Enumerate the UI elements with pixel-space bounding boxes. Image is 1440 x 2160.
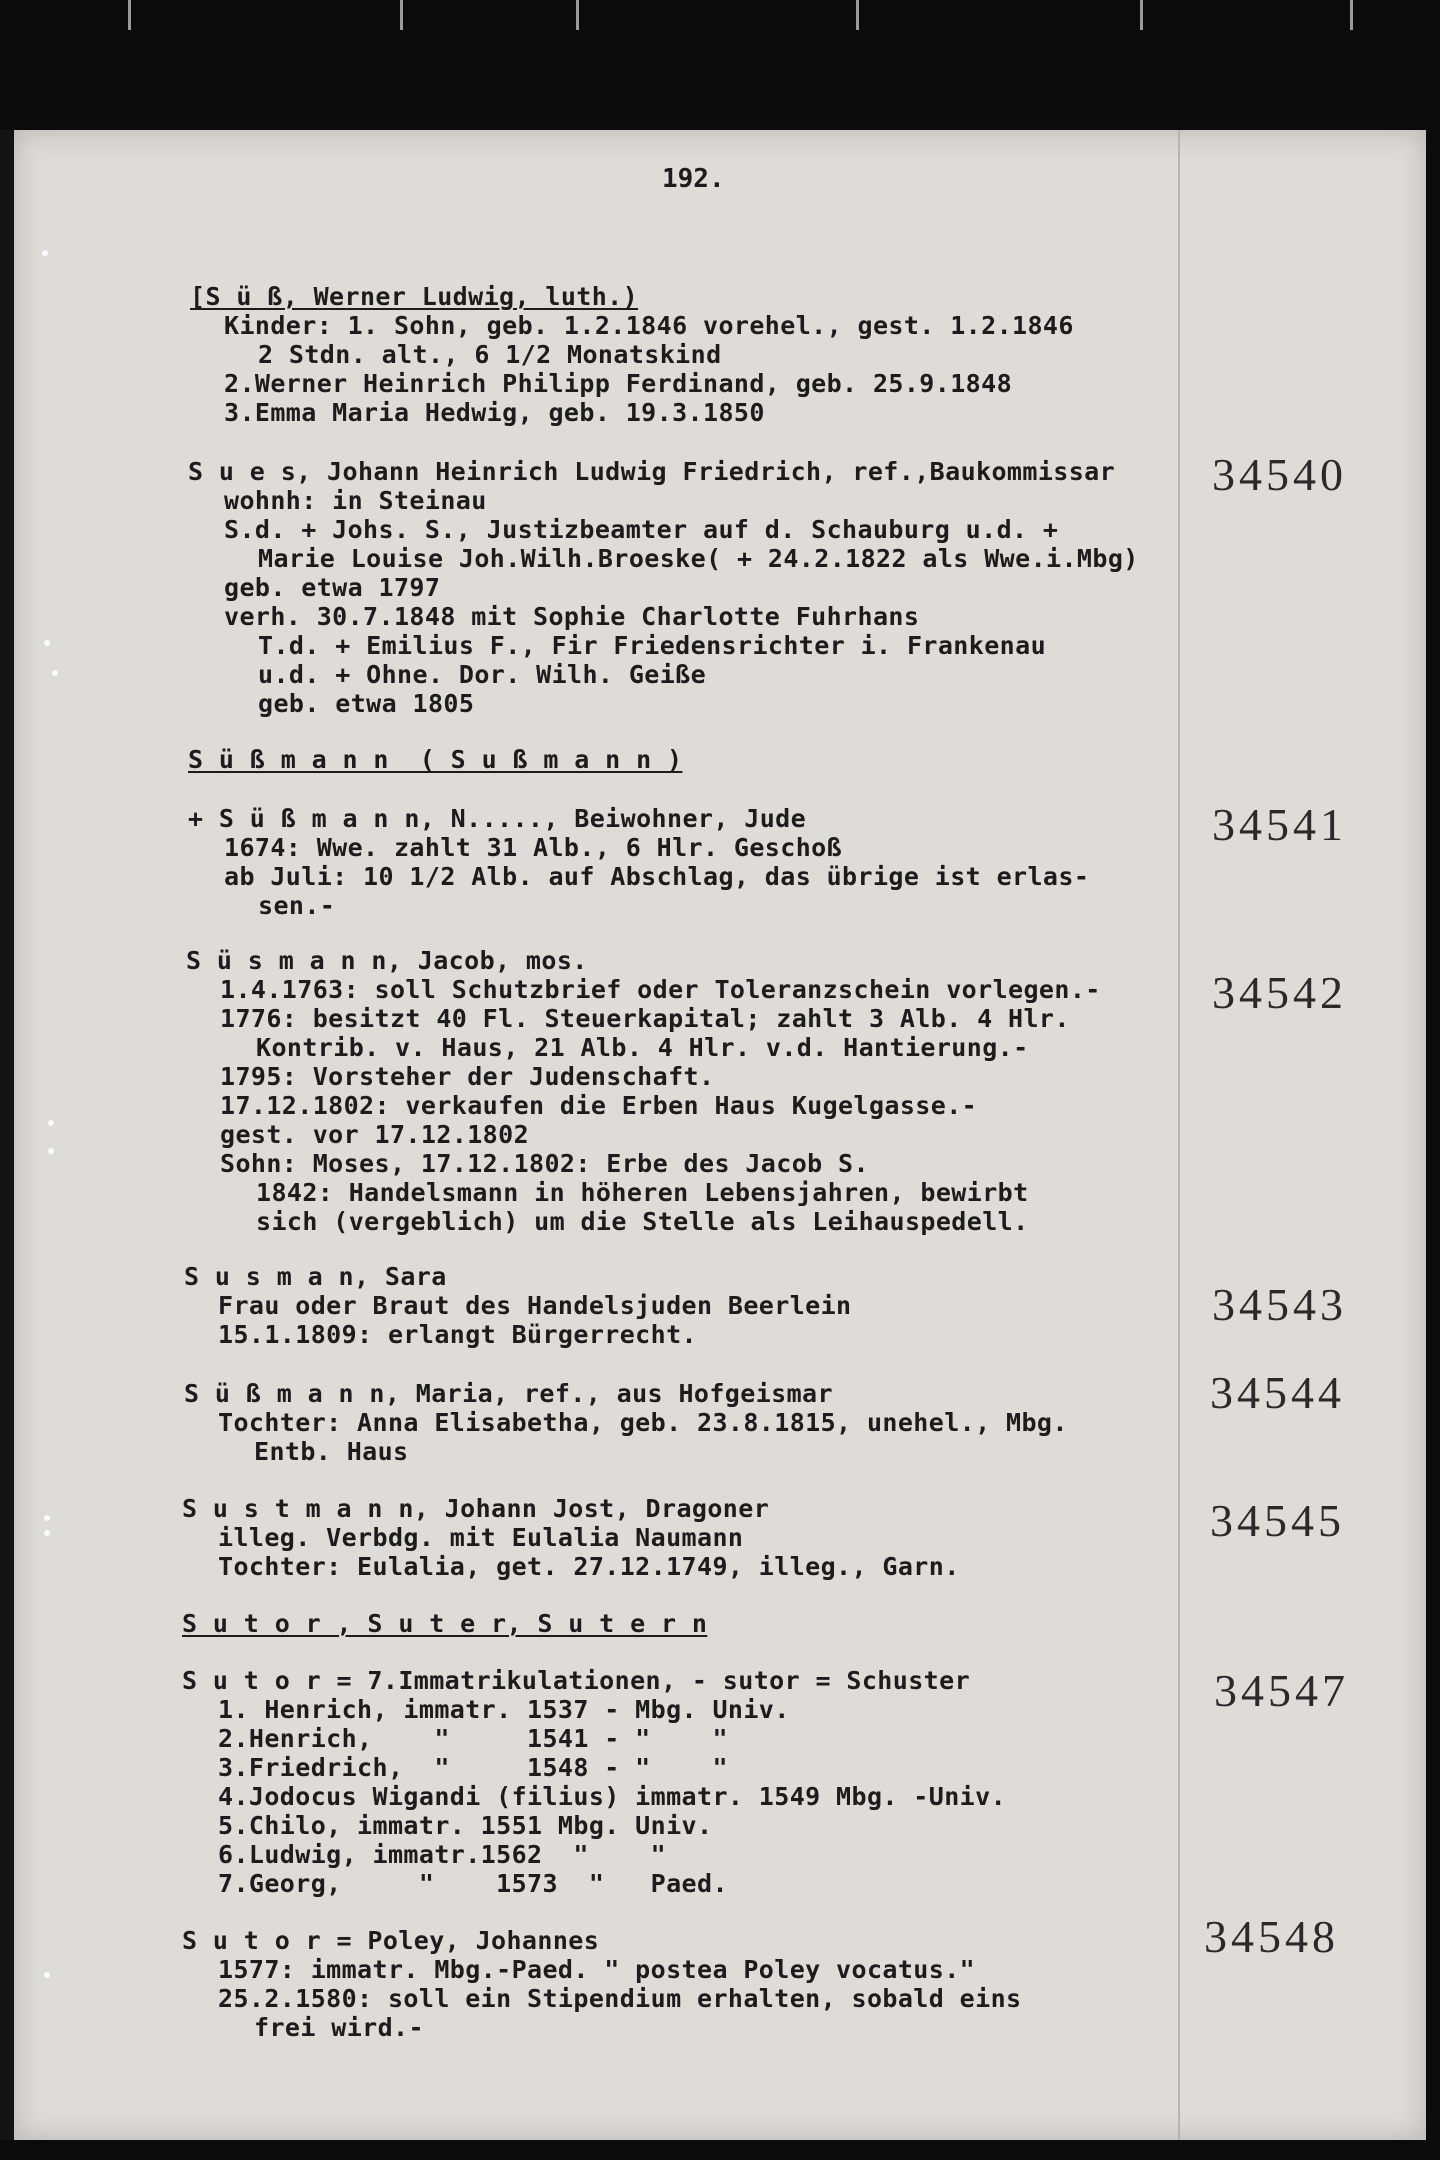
entry-heading: S u t o r = Poley, Johannes (182, 1926, 600, 1955)
entry-number: 34547 (1214, 1665, 1349, 1716)
film-tick (128, 0, 131, 30)
left-film-edge (0, 130, 14, 2140)
entry-number: 34544 (1210, 1367, 1345, 1418)
entry-line: 25.2.1580: soll ein Stipendium erhalten, sobald eins (218, 1984, 1022, 2013)
entry-line: 1776: besitzt 40 Fl. Steuerkapital; zahlt 3 Alb. 4 Hlr. (220, 1004, 1070, 1033)
entry-number: 34542 (1212, 967, 1347, 1018)
entry-number: 34543 (1212, 1279, 1347, 1330)
punch-mark (48, 1120, 54, 1126)
entry-line: 1577: immatr. Mbg.-Paed. " postea Poley vocatus." (218, 1955, 976, 1984)
entry-line: verh. 30.7.1848 mit Sophie Charlotte Fuhrhans (224, 602, 920, 631)
entry-line: geb. etwa 1797 (224, 573, 441, 602)
page-number: 192. (662, 164, 725, 194)
film-strip-top (0, 0, 1440, 40)
punch-mark (44, 1515, 50, 1521)
entry-line: Frau oder Braut des Handelsjuden Beerlein (218, 1291, 852, 1320)
entry-line: 3.Emma Maria Hedwig, geb. 19.3.1850 (224, 398, 765, 427)
entry-line: Kontrib. v. Haus, 21 Alb. 4 Hlr. v.d. Hantierung.- (256, 1033, 1029, 1062)
punch-mark (42, 250, 48, 256)
entry-line: 1795: Vorsteher der Judenschaft. (220, 1062, 715, 1091)
entry-line: 2 Stdn. alt., 6 1/2 Monatskind (258, 340, 722, 369)
entry-line: Marie Louise Joh.Wilh.Broeske( + 24.2.1822 als Wwe.i.Mbg) (258, 544, 1139, 573)
entry-line: Kinder: 1. Sohn, geb. 1.2.1846 vorehel., gest. 1.2.1846 (224, 311, 1074, 340)
entry-heading: S ü s m a n n, Jacob, mos. (186, 946, 588, 975)
entry-line: 1842: Handelsmann in höheren Lebensjahren, bewirbt (256, 1178, 1029, 1207)
entry-number: 34541 (1212, 799, 1347, 850)
film-tick (400, 0, 403, 30)
entry-heading: [S ü ß, Werner Ludwig, luth.) (190, 282, 639, 311)
entry-line: Tochter: Eulalia, get. 27.12.1749, illeg., Garn. (218, 1552, 960, 1581)
entry-line: Sohn: Moses, 17.12.1802: Erbe des Jacob S. (220, 1149, 869, 1178)
entry-number: 34545 (1210, 1495, 1345, 1546)
entry-line: 4.Jodocus Wigandi (filius) immatr. 1549 Mbg. -Univ. (218, 1782, 1007, 1811)
entry-line: 6.Ludwig, immatr.1562 " " (218, 1840, 667, 1869)
entry-line: 1.4.1763: soll Schutzbrief oder Toleranzschein vorlegen.- (220, 975, 1101, 1004)
film-tick (1140, 0, 1143, 30)
entry-heading: S u t o r = 7.Immatrikulationen, - sutor = Schuster (182, 1666, 971, 1695)
entry-line: 7.Georg, " 1573 " Paed. (218, 1869, 728, 1898)
punch-mark (44, 1530, 50, 1536)
entry-line: 2.Werner Heinrich Philipp Ferdinand, geb. 25.9.1848 (224, 369, 1013, 398)
entry-line: sen.- (258, 891, 336, 920)
entry-number: 34548 (1204, 1911, 1339, 1962)
entry-line: T.d. + Emilius F., Fir Friedensrichter i. Frankenau (258, 631, 1047, 660)
section-heading: S u t o r , S u t e r, S u t e r n (182, 1609, 708, 1638)
entry-line: Entb. Haus (254, 1437, 409, 1466)
film-tick (856, 0, 859, 30)
film-tick (1350, 0, 1353, 30)
entry-heading: S ü ß m a n n, Maria, ref., aus Hofgeismar (184, 1379, 833, 1408)
entry-line: 5.Chilo, immatr. 1551 Mbg. Univ. (218, 1811, 713, 1840)
entry-line: 1674: Wwe. zahlt 31 Alb., 6 Hlr. Geschoß (224, 833, 843, 862)
entry-heading: S u s t m a n n, Johann Jost, Dragoner (182, 1494, 770, 1523)
punch-mark (48, 1148, 54, 1154)
entry-line: ab Juli: 10 1/2 Alb. auf Abschlag, das übrige ist erlas- (224, 862, 1090, 891)
entry-line: u.d. + Ohne. Dor. Wilh. Geiße (258, 660, 707, 689)
entry-line: sich (vergeblich) um die Stelle als Leihauspedell. (256, 1207, 1029, 1236)
entry-line: Tochter: Anna Elisabetha, geb. 23.8.1815, unehel., Mbg. (218, 1408, 1068, 1437)
punch-mark (52, 670, 58, 676)
punch-mark (44, 640, 50, 646)
film-tick (576, 0, 579, 30)
entry-heading: S u e s, Johann Heinrich Ludwig Friedrich, ref.,Baukommissar (188, 457, 1116, 486)
entry-line: 2.Henrich, " 1541 - " " (218, 1724, 728, 1753)
entry-line: 17.12.1802: verkaufen die Erben Haus Kugelgasse.- (220, 1091, 978, 1120)
entry-line: 15.1.1809: erlangt Bürgerrecht. (218, 1320, 697, 1349)
entry-line: gest. vor 17.12.1802 (220, 1120, 530, 1149)
entry-line: geb. etwa 1805 (258, 689, 475, 718)
entry-line: 1. Henrich, immatr. 1537 - Mbg. Univ. (218, 1695, 790, 1724)
entry-line: illeg. Verbdg. mit Eulalia Naumann (218, 1523, 744, 1552)
entry-heading: + S ü ß m a n n, N....., Beiwohner, Jude (188, 804, 807, 833)
entry-line: frei wird.- (254, 2013, 424, 2042)
entry-heading: S u s m a n, Sara (184, 1262, 447, 1291)
entry-line: 3.Friedrich, " 1548 - " " (218, 1753, 728, 1782)
entry-number: 34540 (1212, 449, 1347, 500)
entry-line: wohnh: in Steinau (224, 486, 487, 515)
section-heading: S ü ß m a n n ( S u ß m a n n ) (188, 745, 683, 774)
margin-rule (1178, 130, 1180, 2140)
punch-mark (44, 1972, 50, 1978)
entry-line: S.d. + Johs. S., Justizbeamter auf d. Schauburg u.d. + (224, 515, 1059, 544)
